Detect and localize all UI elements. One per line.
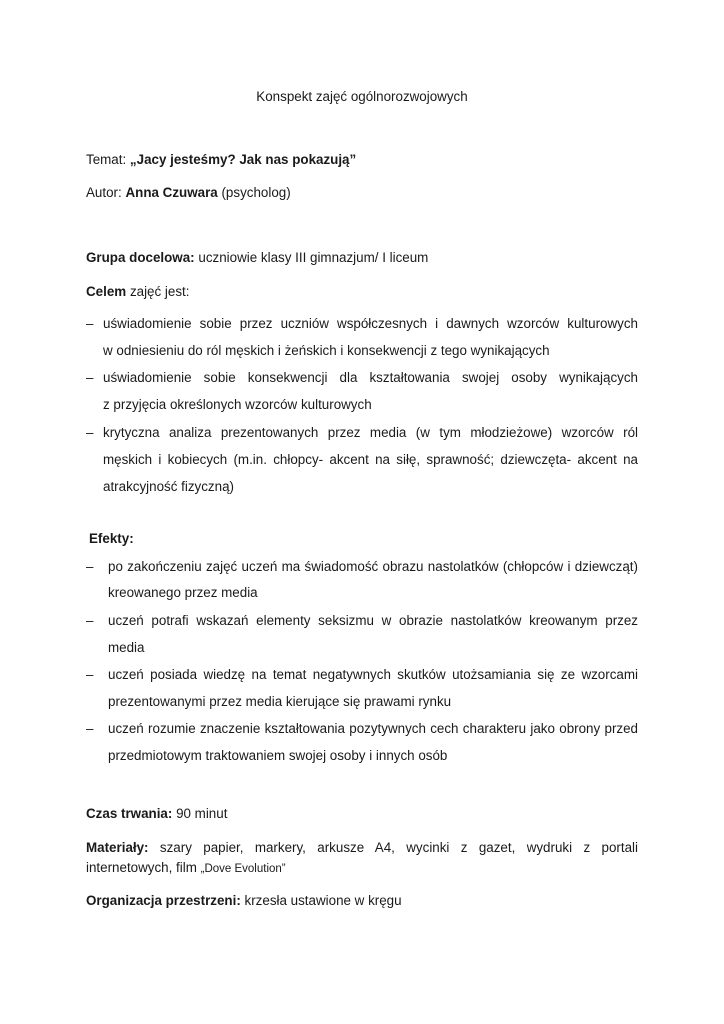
dash-marker: – xyxy=(86,721,94,736)
target-group-line xyxy=(86,250,638,265)
dash-marker: – xyxy=(86,370,94,385)
duration-line xyxy=(86,806,638,821)
duration-value: 90 minut xyxy=(176,806,228,821)
effect-3-line-1: uczeń posiada wiedzę na temat negatywnych skutków utożsamiania się ze wzorcami xyxy=(108,667,638,682)
topic-label: Temat: xyxy=(86,152,127,167)
goals-heading xyxy=(86,284,638,299)
goal-3-line-3: atrakcyjność fizyczną) xyxy=(103,479,234,494)
dash-marker: – xyxy=(86,667,94,682)
materials-film-title: „Dove Evolution” xyxy=(200,863,286,875)
effect-1-line-1: po zakończeniu zajęć uczeń ma świadomość obrazu nastolatków (chłopców i dziewcząt) xyxy=(108,559,638,574)
goal-2-line-2: z przyjęcia określonych wzorców kulturowych xyxy=(103,397,372,412)
goal-1-line-2: w odniesieniu do ról męskich i żeńskich i konsekwencji z tego wynikających xyxy=(103,343,550,358)
target-group-value: uczniowie klasy III gimnazjum/ I liceum xyxy=(198,250,429,265)
dash-marker: – xyxy=(86,559,94,574)
materials-line-1 xyxy=(86,840,638,855)
materials-value: szary papier, markery, arkusze A4, wycinki z gazet, wydruki z portali xyxy=(159,840,638,855)
topic-line xyxy=(86,152,638,167)
dash-marker: – xyxy=(86,425,94,440)
effects-heading xyxy=(89,531,641,546)
author-name: Anna Czuwara xyxy=(125,185,218,200)
goal-3-line-2: męskich i kobiecych (m.in. chłopcy- akcent na siłę, sprawność; dziewczęta- akcent na xyxy=(103,452,638,467)
effect-1-line-2: kreowanego przez media xyxy=(108,585,258,600)
duration-label: Czas trwania: xyxy=(86,806,173,821)
goal-3-line-1: krytyczna analiza prezentowanych przez media (w tym młodzieżowe) wzorców ról xyxy=(103,425,638,440)
dash-marker: – xyxy=(86,316,94,331)
effect-4-line-2: przedmiotowym traktowaniem swojej osoby i innych osób xyxy=(108,748,448,763)
effect-3-line-2: prezentowanymi przez media kierujące się prawami rynku xyxy=(108,694,452,709)
effects-label: Efekty: xyxy=(89,531,134,546)
topic-value: „Jacy jesteśmy? Jak nas pokazują” xyxy=(129,152,357,167)
materials-line-2 xyxy=(86,860,638,875)
goal-2-line-1: uświadomienie sobie konsekwencji dla kształtowania swojej osoby wynikających xyxy=(103,370,638,385)
goals-rest: zajęć jest: xyxy=(129,284,190,299)
author-label: Autor: xyxy=(86,185,122,200)
author-role: (psycholog) xyxy=(221,185,291,200)
effect-2-line-2: media xyxy=(108,640,145,655)
space-organization-label: Organizacja przestrzeni: xyxy=(86,893,241,908)
space-organization-value: krzesła ustawione w kręgu xyxy=(244,893,402,908)
target-group-label: Grupa docelowa: xyxy=(86,250,195,265)
author-line xyxy=(86,185,638,200)
dash-marker: – xyxy=(86,613,94,628)
document-title: Konspekt zajęć ogólnorozwojowych xyxy=(256,89,468,104)
goal-1-line-1: uświadomienie sobie przez uczniów współczesnych i dawnych wzorców kulturowych xyxy=(103,316,638,331)
materials-label: Materiały: xyxy=(86,840,149,855)
effect-4-line-1: uczeń rozumie znaczenie kształtowania pozytywnych cech charakteru jako obrony przed xyxy=(108,721,638,736)
effect-2-line-1: uczeń potrafi wskazań elementy seksizmu w obrazie nastolatków kreowanym przez xyxy=(108,613,638,628)
goals-label: Celem xyxy=(86,284,127,299)
space-organization-line xyxy=(86,893,638,908)
materials-value-cont: internetowych, film xyxy=(86,860,197,875)
